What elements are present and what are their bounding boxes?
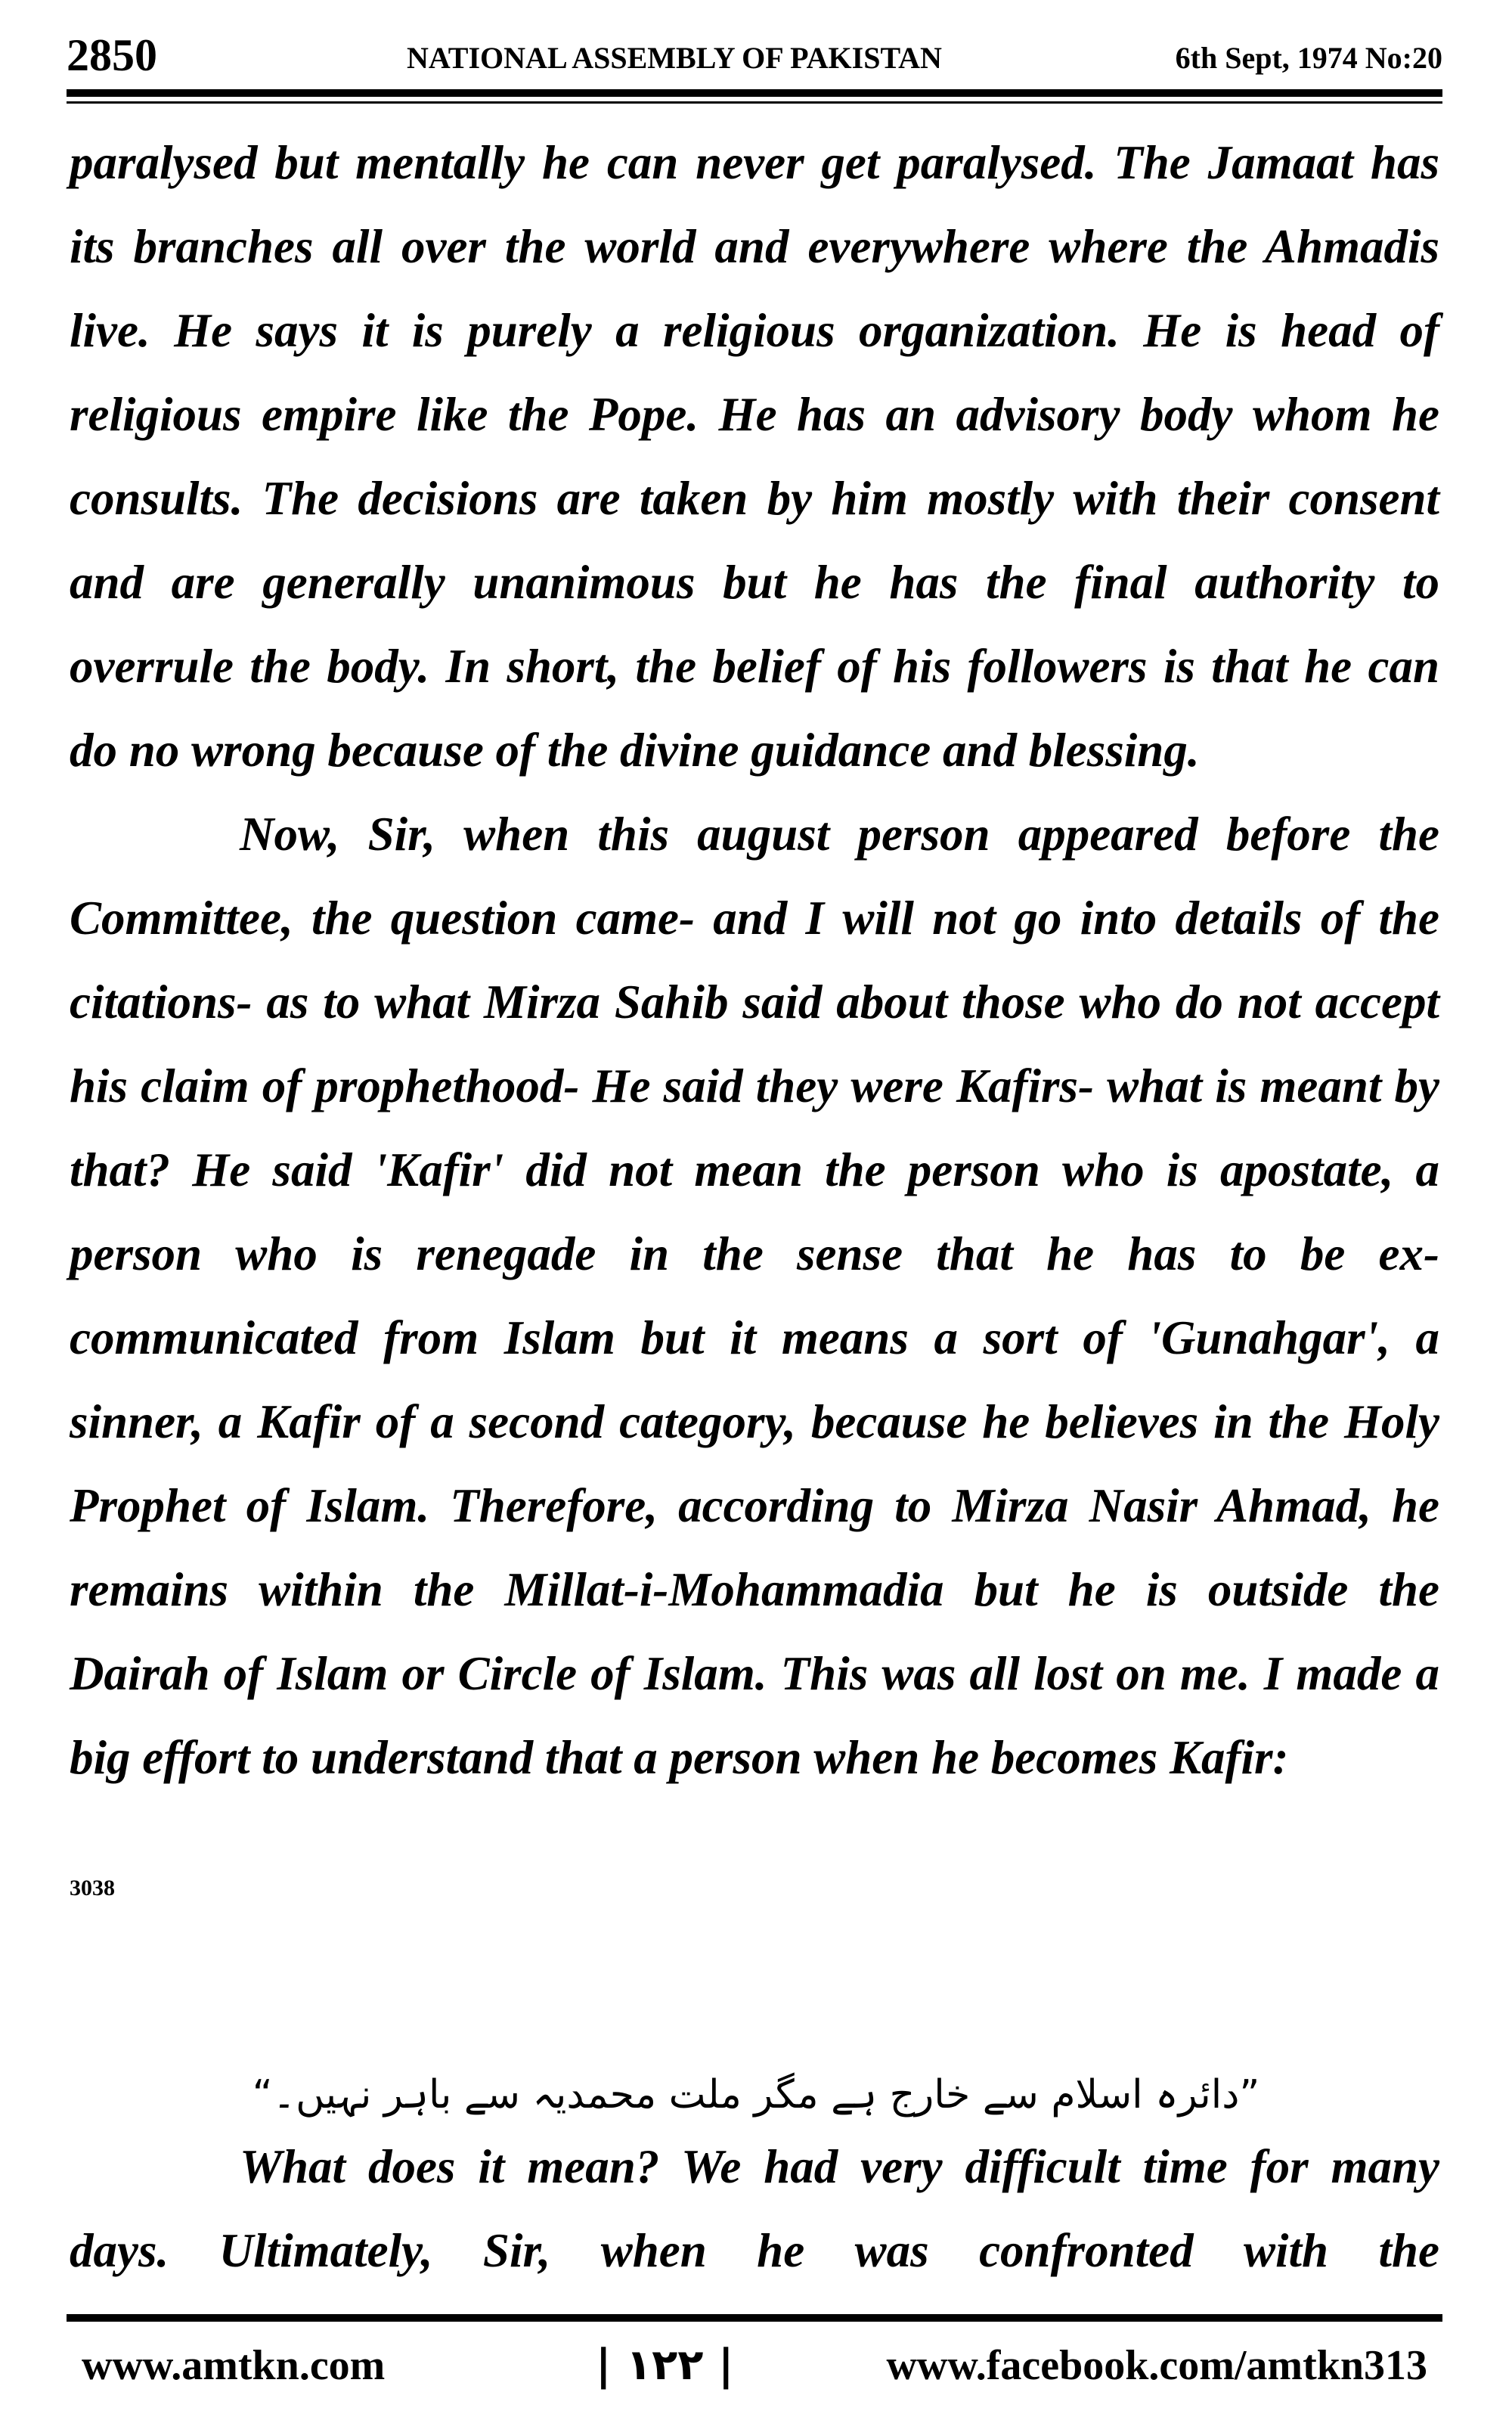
page-header bbox=[67, 29, 1442, 82]
body-text bbox=[70, 121, 1439, 1800]
page-number: 2850 bbox=[67, 30, 157, 80]
page-footer bbox=[67, 2335, 1442, 2396]
paragraph-3: What does it mean? We had very difficult time for many days. Ultimately, Sir, when he was confronted with the bbox=[70, 2140, 1439, 2277]
header-rule-thick bbox=[67, 89, 1442, 97]
header-rule-thin bbox=[67, 101, 1442, 104]
footer-facebook-link[interactable]: www.facebook.com/amtkn313 bbox=[886, 2342, 1427, 2389]
urdu-quote: ”دائرہ اسلام سے خارج ہے مگر ملت محمدیہ سے باہر نہیں۔“ bbox=[252, 2072, 1260, 2118]
bottom-text bbox=[70, 2125, 1439, 2293]
header-date: 6th Sept, 1974 No:20 bbox=[1175, 41, 1442, 75]
footer-website-link[interactable]: www.amtkn.com bbox=[82, 2342, 386, 2389]
header-title: NATIONAL ASSEMBLY OF PAKISTAN bbox=[407, 41, 942, 75]
marginal-reference: 3038 bbox=[70, 1876, 115, 1900]
footer-page-number: | ۱۲۲ | bbox=[596, 2341, 734, 2390]
paragraph-1: paralysed but mentally he can never get paralysed. The Jamaat has its branches all over the world and everywhere where the Ahmadis live. He says it is purely a religious organization. He is head of religious empire like the Pope. He has an advisory body whom he consults. The decisions are taken by him mostly with their consent and are generally unanimous but he has the final authority to overrule the body. In short, the belief of his followers is that he can do no wrong because of the divine guidance and blessing. bbox=[70, 136, 1439, 777]
paragraph-2: Now, Sir, when this august person appeared before the Committee, the question came- and I will not go into details of the citations- as to what Mirza Sahib said about those who do not accept his claim of prophethood- He said they were Kafirs- what is meant by that? He said 'Kafir' did not mean the person who is apostate, a person who is renegade in the sense that he has to be ex-communicated from Islam but it means a sort of 'Gunahgar', a sinner, a Kafir of a second category, because he believes in the Holy Prophet of Islam. Therefore, according to Mirza Nasir Ahmad, he remains within the Millat-i-Mohammadia but he is outside the Dairah of Islam or Circle of Islam. This was all lost on me. I made a big effort to understand that a person when he becomes Kafir: bbox=[70, 808, 1439, 1784]
footer-rule bbox=[67, 2314, 1442, 2322]
